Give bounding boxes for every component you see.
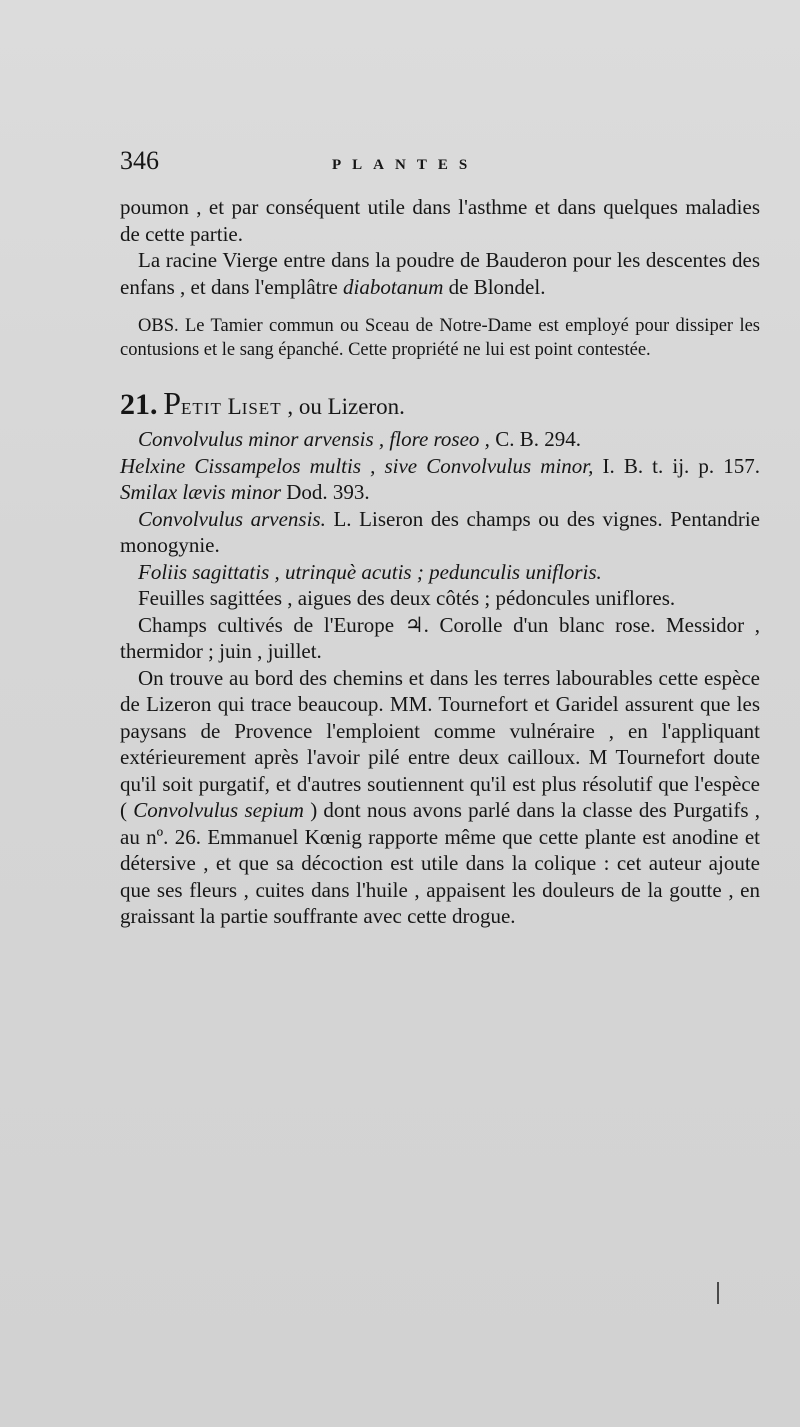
- running-title: PLANTES: [332, 157, 479, 173]
- paragraph-continuation: poumon , et par conséquent utile dans l'asthme et dans quelques maladies de cette partie.: [120, 195, 760, 246]
- french-description: Feuilles sagittées , aigues des deux côtés ; pédoncules uniflores.: [138, 586, 676, 610]
- entry-heading: 21. PETIT LISET , ou Lizeron.: [120, 385, 405, 421]
- entry-number: 21.: [120, 388, 158, 421]
- medicinal-uses: On trouve au bord des chemins et dans les terres labourables cette espèce de Lizeron qui trace beaucoup. MM. Tournefort et Garidel assurent que les paysans de Provence l'emploient comme vulnéraire , en l'appliquant extérieurement après l'avoir pilé entre deux cailloux. M Tournefort doute qu'il soit purgatif, et d'autres soutiennent qu'il est plus résolutif que l'espèce ( Convolvulus sepium ) dont nous avons parlé dans la classe des Purgatifs , au nº. 26. Emmanuel Kœnig rapporte même que cette plante est anodine et détersive , et que sa décoction est utile dans la colique : cet auteur ajoute que ses fleurs , cuites dans l'huile , appaisent les douleurs de la goutte , en graissant la partie souffrante avec cette drogue.: [120, 665, 760, 928]
- habitat-description: Champs cultivés de l'Europe ♃. Corolle d'un blanc rose. Messidor , thermidor ; juin , juillet.: [120, 612, 760, 663]
- linnaean-name: Convolvulus arvensis. L. Liseron des champs ou des vignes. Pentandrie monogynie.: [120, 506, 761, 557]
- page-text: [120, 140, 760, 930]
- synonym-helxine: Helxine Cissampelos multis , sive Convolvulus minor, I. B. t. ij. p. 157. Smilax lævis minor Dod. 393.: [120, 453, 760, 504]
- page-header: [120, 140, 760, 194]
- page-number: 346: [120, 146, 159, 175]
- observation-note: OBS. Le Tamier commun ou Sceau de Notre-Dame est employé pour dissiper les contusions et le sang épanché. Cette propriété ne lui est point contestée.: [120, 316, 760, 360]
- synonym-bauhin: Convolvulus minor arvensis , flore roseo , C. B. 294.: [138, 427, 581, 451]
- paragraph-racine-vierge: La racine Vierge entre dans la poudre de Bauderon pour les descentes des enfans , et dans l'emplâtre diabotanum de Blondel.: [120, 248, 760, 299]
- margin-mark: [717, 1282, 719, 1304]
- latin-description: Foliis sagittatis , utrinquè acutis ; pedunculis unifloris.: [138, 559, 602, 584]
